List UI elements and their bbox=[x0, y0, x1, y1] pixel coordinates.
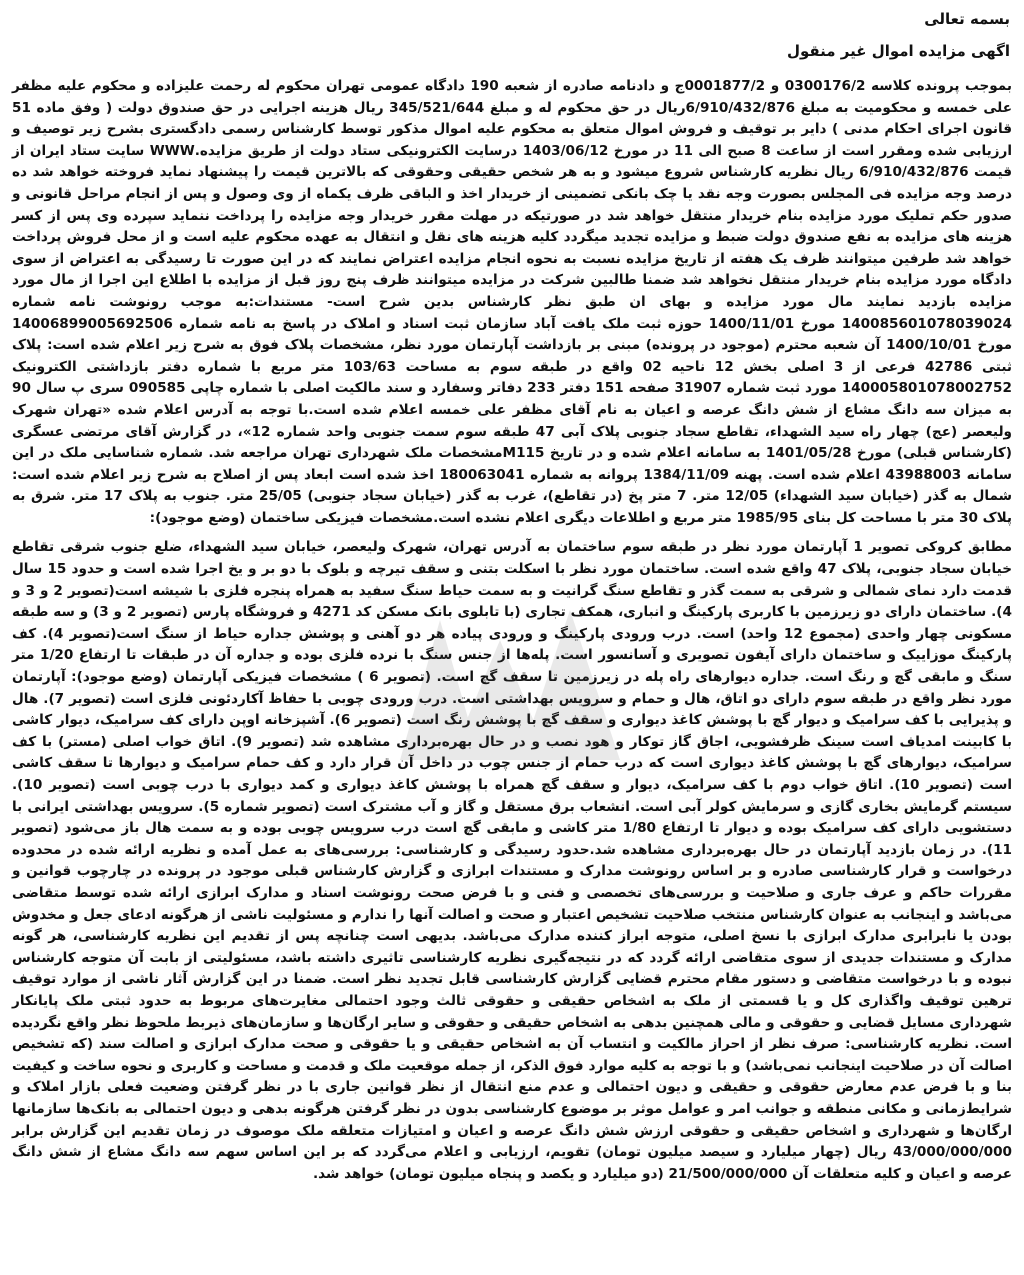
notice-title: اگهی مزایده اموال غیر منقول bbox=[786, 42, 1010, 60]
bismillah-heading: بسمه تعالی bbox=[924, 10, 1010, 28]
notice-paragraph-2: مطابق کروکی تصویر 1 آپارتمان مورد نظر در طبقه سوم ساختمان به آدرس تهران، شهرک ولیعصر، خیابان سید الشهداء، ضلع جنوب شرقی تقاطع خیابان سجاد جنوبی، پلاک 47 واقع شده است. ساختمان مورد نظر با اسکلت بتنی و سقف تیرچه و بلوک با دو بر و یخ اجرا شده است و حدود 15 سال قدمت دارد نمای شمالی و شرقی به سمت گذر و تقاطع سنگ گرانیت و به سمت حیاط سنگ سفید به همراه پنجره فلزی با شیشه است(تصویر 2 و 3 و 4). ساختمان دارای دو زیرزمین با کاربری پارکینگ و انباری، همکف تجاری (با تابلوی بانک مسکن کد 4271 و فروشگاه پارس (تصویر 2 و 3) و سه طبقه مسکونی چهار واحدی (مجموع 12 واحد) است. درب ورودی پارکینگ و ورودی پیاده هر دو آهنی و پوشش جداره حیاط از سنگ است(تصویر 4). کف پارکینگ موزاییک و ساختمان دارای آیفون تصویری و آسانسور است. پله‌ها از جنس سنگ با نرده فلزی بوده و جداره آن در طبقات تا ارتفاع 1/20 متر سنگ و مابقی گچ و رنگ است. جداره دیوارهای راه پله در زیرزمین تا سقف گچ است. (تصویر 6 ) مشخصات فیزیکی آپارتمان (وضع موجود): آپارتمان مورد نظر واقع در طبقه سوم دارای دو اتاق، هال و حمام و سرویس بهداشتی است. درب ورودی چوبی با حفاظ آکاردئونی فلزی است (تصویر 7). هال و پذیرایی با کف سرامیک و دیوار گچ با پوشش کاغذ دیواری و سقف گچ با پوشش رنگ است (تصویر 6). آشپزخانه اوپن دارای کف سرامیک، دیوار کاشی با کابینت امدیاف است سینک ظرفشویی، اجاق گاز توکار و هود نصب و در حال بهره‌برداری مشاهده شد (تصویر 9). اتاق خواب اصلی (مستر) با کف سرامیک، دیوارهای گچ با پوشش کاغذ دیواری است که درب حمام از جنس چوب در داخل آن قرار دارد و کف حمام سرامیک و دیوارها تا سقف کاشی است (تصویر 10). اتاق خواب دوم با کف سرامیک، دیوار و سقف گچ همراه با پوشش کاغذ دیواری و کمد دیواری با درب چوبی است (تصویر 10). سیستم گرمایش بخاری گازی و سرمایش کولر آبی است. انشعاب برق مستقل و گاز و آب مشترک است (تصویر شماره 5). سرویس بهداشتی ایرانی با دستشویی دارای کف سرامیک بوده و دیوار تا ارتفاع 1/80 متر کاشی و مابقی گچ است درب سرویس چوبی بوده و به سمت هال باز می‌شود (تصویر 11). در زمان بازدید آپارتمان در حال بهره‌برداری مشاهده شد.حدود رسیدگی و کارشناسی: بررسی‌های به عمل آمده و نظریه ارائه شده در محدوده درخواست و قرار کارشناسی صادره و بر اساس رونوشت مدارک و مستندات ابرازی و گزارش کارشناس قبلی موجود در پرونده در چارچوب قوانین و مقررات حاکم و عرف جاری و صلاحیت و بررسی‌های تخصصی و فنی و با فرض صحت رونوشت اسناد و مدارک ابرازی ارائه شده توسط متقاضی می‌باشد و اینجانب به عنوان کارشناس منتخب صلاحیت تشخیص اعتبار و صحت و اصالت آنها را ندارم و مسئولیت ناشی از هرگونه ادعای جعل و مخدوش بودن یا نابرابری مدارک ابرازی با نسخ اصلی، متوجه ابراز کننده مدارک می‌باشد. بدیهی است چنانچه پس از تقدیم این نظریه کارشناسی، هر گونه مدارک و مستندات جدیدی از سوی متقاضی ارائه گردد که در نتیجه‌گیری نظریه کارشناسی تاثیری داشته باشد، مسئولیتی از بابت آن متوجه کارشناس نبوده و با درخواست متقاضی و دستور مقام محترم قضایی گزارش کارشناسی قابل تجدید نظر است. ضمنا در این گزارش آثار ناشی از موارد توقیف ترهین توقیف واگذاری کل و یا قسمتی از ملک به اشخاص حقیقی و حقوقی ثالث وجود احتمالی مغایرت‌های مربوط به حدود ثبتی ملک پایانکار شهرداری مسایل قضایی و حقوقی و مالی همچنین بدهی به اشخاص حقیقی و حقوقی و سایر ارگان‌ها و سازمان‌های ذیربط ملحوظ نظر واقع نگردیده است. نظریه کارشناسی: صرف نظر از احراز مالکیت و انتساب آن به اشخاص حقیقی و یا حقوقی و صحت مدارک ابرازی و اصالت سند (که تشخیص اصالت آن در صلاحیت اینجانب نمی‌باشد) و با توجه به کلیه موارد فوق الذکر، از جمله موقعیت ملک و قدمت و مساحت و کاربری و نحوه ساخت و کیفیت بنا و با فرض عدم معارض حقوقی و حقیقی و دیون احتمالی و عدم منع انتقال از نظر قوانین جاری با در نظر گرفتن وضعیت فعلی بازار املاک و شرایط‌زمانی و مکانی منطقه و جوانب امر و عوامل موثر بر موضوع کارشناسی بدون در نظر گرفتن هرگونه بدهی و دیون احتمالی به بانک‌ها سازمانها ارگان‌ها و شهرداری و اشخاص حقیقی و حقوقی ارزش شش دانگ عرصه و اعیان و امتیازات متعلقه ملک موصوف در زمان تقدیم این گزارش برابر 43/000/000/000 ریال (چهار میلیارد و سیصد میلیون تومان) تقویم، ارزیابی و اعلام می‌گردد که بر این اساس سهم سه دانگ مشاع از شش دانگ عرصه و اعیان و کلیه متعلقات آن 21/500/000/000 (دو میلیارد و یکصد و پنجاه میلیون تومان) خواهد شد. bbox=[12, 539, 1013, 1182]
notice-paragraph-1: بموجب پرونده کلاسه 0300176/2 و 0001877/2ج و دادنامه صادره از شعبه 190 دادگاه عمومی تهران محکوم له رحمت علیزاده و محکوم علیه مظفر علی خمسه و محکومیت به مبلغ 6/910/432/876ریال در حق محکوم له و مبلغ 345/521/644 ریال هزینه اجرایی در حق صندوق دولت ( وفق ماده 51 قانون اجرای احکام مدنی ) دایر بر توقیف و فروش اموال متعلق به محکوم علیه اموال مذکور توسط کارشناس رسمی دادگستری بشرح زیر توصیف و ارزیابی شده ومقرر است از ساعت 8 صبح الی 11 در مورخ 1403/06/12 درسایت الکترونیکی ستاد دولت از طریق مزایده.WWW سایت ستاد ایران از قیمت 6/910/432/876 ریال نظریه کارشناس شروع میشود و به هر شخص حقیقی وحقوقی که بالاترین قیمت را پیشنهاد نماید فروخته خواهد شد ده درصد وجه مزایده فی المجلس بصورت وجه نقد یا چک بانکی تضمینی از خریدار اخذ و الباقی ظرف یکماه از وی وصول و پس از انجام مراحل قانونی و صدور حکم تملیک مورد مزایده بنام خریدار منتقل خواهد شد در صورتیکه در مهلت مقرر خریدار وجه مزایده را پرداخت ننماید سپرده وی پس از کسر هزینه های مزایده به نفع صندوق دولت ضبط و مزایده تجدید میگردد کلیه هزینه های نقل و انتقال به عهده محکوم علیه است و از محل فروش پرداخت خواهد شد طرفین میتوانند ظرف یک هفته از تاریخ مزایده نسبت به نحوه انجام مزایده اعتراض نمایند که در این صورت تا رسیدگی به اعتراض از سوی دادگاه مورد مزایده بنام خریدار منتقل نخواهد شد ضمنا طالبین شرکت در مزایده میتوانند ظرف پنج روز قبل از مزایده با اطلاع این اجرا از مال مورد مزایده بازدید نمایند مال مورد مزایده و بهای ان طبق نظر کارشناس بدین شرح است- مستندات:به موجب رونوشت نامه شماره 140085601078039024 مورخ 1400/11/01 حوزه ثبت ملک یافت آباد سازمان ثبت اسناد و املاک در پاسخ به نامه شماره 14006899005692506 مورخ 1400/10/01 آن شعبه محترم (موجود در پرونده) مبنی بر بازداشت آپارتمان مورد نظر، مشخصات پلاک فوق به شرح زیر اعلام شده است: پلاک ثبتی 42786 فرعی از 3 اصلی بخش 12 ناحیه 02 واقع در طبقه سوم به مساحت 103/63 متر مربع با شماره دفتر بازداشتی الکترونیک 140005801078002752 مورد ثبت شماره 31907 صفحه 151 دفتر 233 دفاتر وسفارد و سند مالکیت اصلی با شماره چاپی 090585 سری پ سال 90 به میزان سه دانگ مشاع از شش دانگ عرصه و اعیان به نام آقای مظفر علی خمسه اعلام شده است.با توجه به آدرس اعلام شده «تهران شهرک ولیعصر (عج) چهار راه سید الشهداء، تقاطع سجاد جنوبی پلاک آبی 47 طبقه سوم سمت جنوبی واحد شماره 12»، در گزارش آقای مرتضی عسگری (کارشناس قبلی) مورخ 1401/05/28 به سامانه اعلام شده و در تاریخ M115مشخصات ملک شهرداری تهران مراجعه شد. شماره شناسایی ملک در این سامانه 43988003 اعلام شده است. پهنه 1384/11/09 پروانه به شماره 180063041 اخذ شده است ابعاد پس از اصلاح به شرح زیر اعلام شده است: شمال به گذر (خیابان سید الشهداء) 12/05 متر. 7 متر پخ (در تقاطع)، غرب به گذر (خیابان سجاد جنوبی) 25/05 متر. جنوب به پلاک 17 متر. شرق به پلاک 30 متر با مساحت کل بنای 1985/95 متر مربع و اطلاعات دیگری اعلام نشده است.مشخصات فیزیکی ساختمان (وضع موجود): bbox=[12, 78, 1013, 526]
